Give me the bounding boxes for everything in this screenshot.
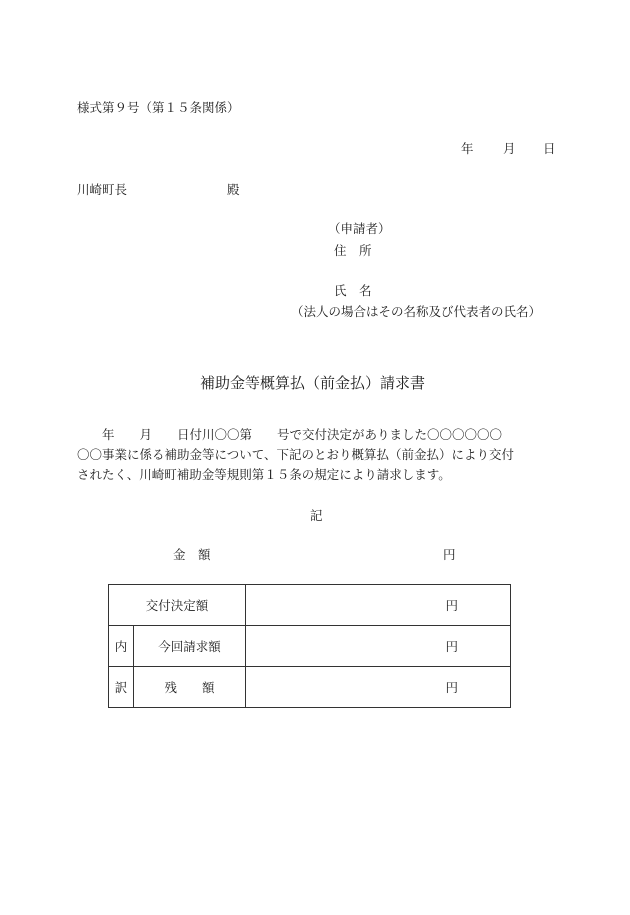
date-line: [461, 141, 556, 157]
amount-breakdown-table: [108, 584, 511, 708]
request-body-line-1: 年 月 日付川〇〇第 号で交付決定がありました〇〇〇〇〇〇: [77, 427, 503, 442]
applicant-heading: （申請者）: [328, 221, 391, 236]
form-number: 様式第９号（第１５条関係）: [77, 100, 240, 115]
current-request-amount-cell: 円: [246, 626, 511, 667]
addressee-name: 川崎町長: [77, 182, 128, 197]
table-row: [109, 667, 511, 708]
grant-decision-amount-cell: 円: [246, 585, 511, 626]
note-heading: 記: [310, 508, 323, 523]
amount-label: 金 額: [173, 547, 211, 562]
date-day-label: 日: [543, 141, 556, 156]
request-body-line-2: 〇〇事業に係る補助金等について、下記のとおり概算払（前金払）により交付: [77, 447, 515, 462]
addressee-honorific: 殿: [227, 182, 240, 197]
breakdown-label-1: 内: [109, 626, 134, 667]
request-body-line-3: されたく、川崎町補助金等規則第１５条の規定により請求します。: [77, 467, 451, 482]
current-request-label: 今回請求額: [134, 626, 246, 667]
date-year-label: 年: [461, 141, 474, 156]
applicant-address-label: 住 所: [334, 243, 372, 258]
remaining-label: 残 額: [134, 667, 246, 708]
document-title: 補助金等概算払（前金払）請求書: [200, 374, 426, 392]
grant-decision-label: 交付決定額: [109, 585, 246, 626]
breakdown-label-2: 訳: [109, 667, 134, 708]
applicant-note: （法人の場合はその名称及び代表者の氏名）: [291, 304, 542, 319]
request-body: [77, 425, 553, 485]
date-month-label: 月: [503, 141, 516, 156]
table-row: [109, 626, 511, 667]
remaining-amount-cell: 円: [246, 667, 511, 708]
amount-unit: 円: [443, 547, 456, 562]
table-row: [109, 585, 511, 626]
applicant-name-label: 氏 名: [334, 283, 372, 298]
